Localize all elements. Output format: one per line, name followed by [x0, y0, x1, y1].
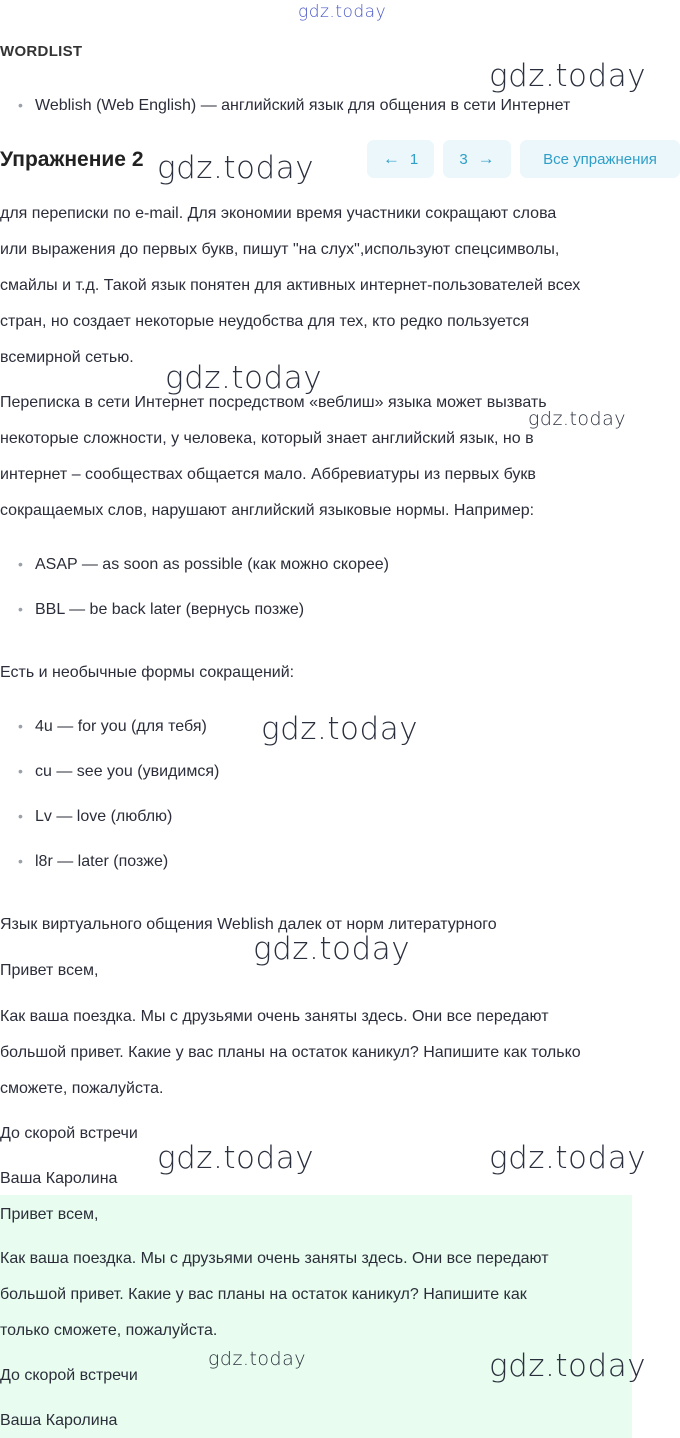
arrow-right-icon: →: [477, 149, 495, 168]
text-line: стран, но создает некоторые неудобства для тех, кто редко пользуется: [0, 313, 530, 330]
text-line: смайлы и т.д. Такой язык понятен для активных интернет-пользователей всех: [0, 277, 581, 294]
letter-signature: Ваша Каролина: [0, 1170, 118, 1187]
text-line: интернет – сообществах общается мало. Аббревиатуры из первых букв: [0, 466, 536, 483]
list-item: • 4u — for you (для тебя): [18, 718, 207, 736]
text-line: Переписка в сети Интернет посредством «веблиш» языка может вызвать: [0, 394, 547, 411]
watermark: gdz.today: [157, 150, 315, 186]
wordlist-item: • Weblish (Web English) — английский язык для общения в сети Интернет: [18, 97, 570, 115]
text-line: Как ваша поездка. Мы с друзьями очень заняты здесь. Они все передают: [0, 1008, 549, 1025]
text-line: большой привет. Какие у вас планы на остаток каникул? Напишите как: [0, 1286, 527, 1303]
prev-exercise-button[interactable]: ← 1: [367, 140, 434, 178]
list-item: • BBL — be back later (вернусь позже): [18, 601, 304, 619]
list-item: • l8r — later (позже): [18, 853, 168, 871]
text-line: сокращаемых слов, нарушают английский языковые нормы. Например:: [0, 502, 535, 519]
answer-block: [0, 1195, 632, 1438]
arrow-left-icon: ←: [382, 149, 400, 168]
text-line: для переписки по e-mail. Для экономии время участники сокращают слова: [0, 205, 557, 222]
text-line: большой привет. Какие у вас планы на остаток каникул? Напишите как только: [0, 1044, 581, 1061]
text-line: Язык виртуального общения Weblish далек от норм литературного: [0, 916, 497, 933]
watermark: gdz.today: [489, 58, 647, 94]
letter-closing: До скорой встречи: [0, 1125, 138, 1142]
next-exercise-button[interactable]: 3 →: [443, 140, 511, 178]
wordlist-title: WORDLIST: [0, 43, 83, 60]
watermark: gdz.today: [165, 360, 323, 396]
exercise-title: Упражнение 2: [0, 148, 144, 171]
text-line: сможете, пожалуйста.: [0, 1080, 164, 1097]
text-line: некоторые сложности, у человека, который знает английский язык, но в: [0, 430, 534, 447]
text-line: или выражения до первых букв, пишут "на слух",используют спецсимволы,: [0, 241, 560, 258]
text-line: Как ваша поездка. Мы с друзьями очень заняты здесь. Они все передают: [0, 1250, 549, 1267]
list-item: • ASAP — as soon as possible (как можно скорее): [18, 556, 389, 574]
letter-signature: Ваша Каролина: [0, 1412, 118, 1429]
all-exercises-button[interactable]: Все упражнения: [520, 140, 680, 178]
letter-greeting: Привет всем,: [0, 962, 99, 979]
text-line: Есть и необычные формы сокращений:: [0, 664, 295, 681]
watermark: gdz.today: [489, 1348, 647, 1384]
watermark: gdz.today: [157, 1140, 315, 1176]
list-item: • Lv — love (люблю): [18, 808, 172, 826]
watermark: gdz.today: [489, 1140, 647, 1176]
text-line: всемирной сетью.: [0, 349, 134, 366]
watermark: gdz.today: [528, 408, 626, 430]
letter-closing: До скорой встречи: [0, 1367, 138, 1384]
watermark: gdz.today: [261, 711, 419, 747]
list-item: • cu — see you (увидимся): [18, 763, 219, 781]
watermark: gdz.today: [208, 1348, 306, 1370]
letter-greeting: Привет всем,: [0, 1206, 99, 1223]
text-line: только сможете, пожалуйста.: [0, 1322, 218, 1339]
watermark-top: gdz.today: [298, 2, 387, 22]
watermark: gdz.today: [253, 931, 411, 967]
